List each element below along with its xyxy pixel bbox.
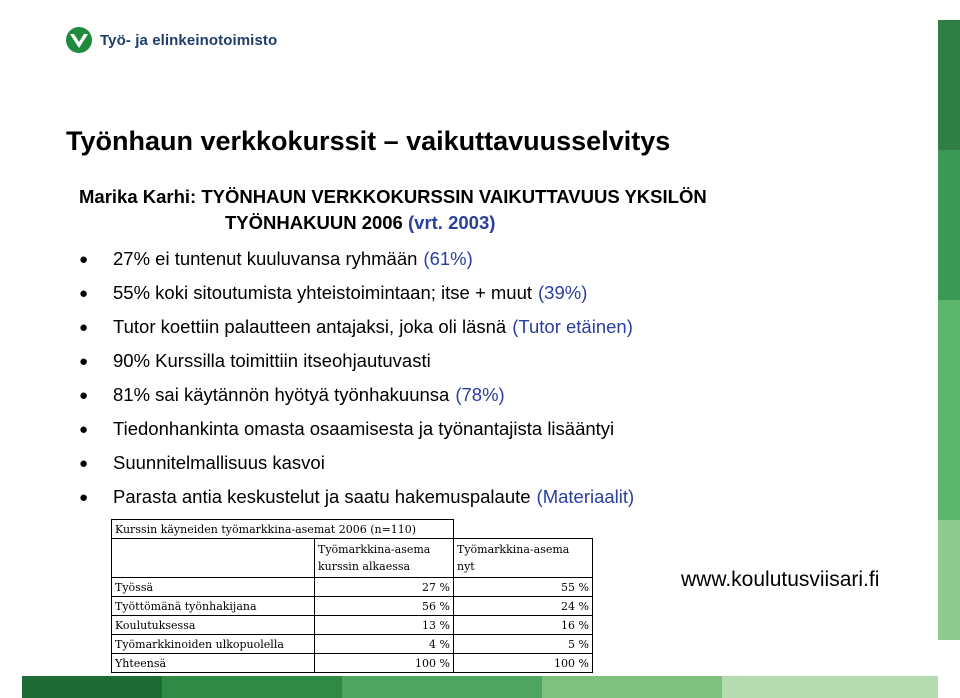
bullet-text: 55% koki sitoutumista yhteistoimintaan; itse + muut <box>113 282 533 303</box>
logo <box>64 24 277 56</box>
bullet-item <box>79 276 634 310</box>
subtitle-line1: Marika Karhi: TYÖNHAUN VERKKOKURSSIN VAIKUTTAVUUS YKSILÖN <box>79 186 707 207</box>
table-cell: Työmarkkinoiden ulkopuolella <box>112 635 315 654</box>
bullet-text: 81% sai käytännön hyötyä työnhakuunsa <box>113 384 450 405</box>
table-cell: 13 % <box>315 616 454 635</box>
table-cell: Yhteensä <box>112 654 315 673</box>
table-header-cell <box>112 539 315 578</box>
bullet-text: Tiedonhankinta omasta osaamisesta ja työnantajista lisääntyi <box>113 418 615 439</box>
table-cell: 56 % <box>315 597 454 616</box>
table-cell: Koulutuksessa <box>112 616 315 635</box>
bullet-text: Suunnitelmallisuus kasvoi <box>113 452 325 473</box>
table-row <box>112 578 593 597</box>
table-cell: 16 % <box>454 616 593 635</box>
bullet-icon: ● <box>79 352 89 370</box>
bullet-list <box>79 242 634 514</box>
bullet-highlight: (Tutor etäinen) <box>512 316 633 337</box>
table-row <box>112 616 593 635</box>
table-caption-spacer <box>454 520 593 539</box>
table-cell: 5 % <box>454 635 593 654</box>
tyo-ja-elinkeinotoimisto-logo-icon <box>64 25 94 55</box>
bullet-icon: ● <box>79 386 89 404</box>
table-cell: 4 % <box>315 635 454 654</box>
bullet-icon: ● <box>79 488 89 506</box>
table-cell: 55 % <box>454 578 593 597</box>
website-link[interactable]: www.koulutusviisari.fi <box>681 568 880 591</box>
bullet-highlight: (39%) <box>538 282 588 303</box>
decorative-bottom-bar <box>22 676 938 698</box>
bullet-icon: ● <box>79 250 89 268</box>
subtitle-line2-wrap <box>79 210 839 236</box>
subtitle-accent: (vrt. 2003) <box>402 212 496 233</box>
table-caption: Kurssin käyneiden työmarkkina-asemat 2006 (n=110) <box>112 520 454 539</box>
logo-text: Työ- ja elinkeinotoimisto <box>100 31 278 49</box>
bullet-highlight: (78%) <box>455 384 505 405</box>
bullet-item <box>79 310 634 344</box>
bullet-text: Tutor koettiin palautteen antajaksi, joka oli läsnä <box>113 316 507 337</box>
bullet-highlight: (Materiaalit) <box>536 486 635 507</box>
subtitle-line2: TYÖNHAKUUN 2006 <box>225 212 403 233</box>
table-caption-row <box>112 520 593 539</box>
decorative-side-bar <box>938 0 960 698</box>
table-row <box>112 654 593 673</box>
bullet-icon: ● <box>79 284 89 302</box>
bullet-text: Parasta antia keskustelut ja saatu hakemuspalaute <box>113 486 531 507</box>
table-cell: Työttömänä työnhakijana <box>112 597 315 616</box>
table-row <box>112 635 593 654</box>
bullet-icon: ● <box>79 318 89 336</box>
bullet-item <box>79 242 634 276</box>
labor-market-table-wrap <box>111 519 593 673</box>
page-title: Työnhaun verkkokurssit – vaikuttavuusselvitys <box>66 126 671 156</box>
table-cell: 100 % <box>454 654 593 673</box>
table-cell: Työssä <box>112 578 315 597</box>
bullet-icon: ● <box>79 454 89 472</box>
table-header-cell: Työmarkkina-asema nyt <box>454 539 593 578</box>
bullet-item <box>79 412 634 446</box>
labor-market-table <box>111 519 593 673</box>
bullet-item <box>79 378 634 412</box>
subtitle <box>79 184 839 236</box>
bullet-item <box>79 344 634 378</box>
bullet-item <box>79 480 634 514</box>
bullet-text: 27% ei tuntenut kuuluvansa ryhmään <box>113 248 418 269</box>
bullet-highlight: (61%) <box>423 248 473 269</box>
bullet-item <box>79 446 634 480</box>
table-row <box>112 597 593 616</box>
table-header-cell: Työmarkkina-asema kurssin alkaessa <box>315 539 454 578</box>
table-cell: 100 % <box>315 654 454 673</box>
table-cell: 27 % <box>315 578 454 597</box>
table-header-row <box>112 539 593 578</box>
table-cell: 24 % <box>454 597 593 616</box>
bullet-text: 90% Kurssilla toimittiin itseohjautuvasti <box>113 350 431 371</box>
bullet-icon: ● <box>79 420 89 438</box>
